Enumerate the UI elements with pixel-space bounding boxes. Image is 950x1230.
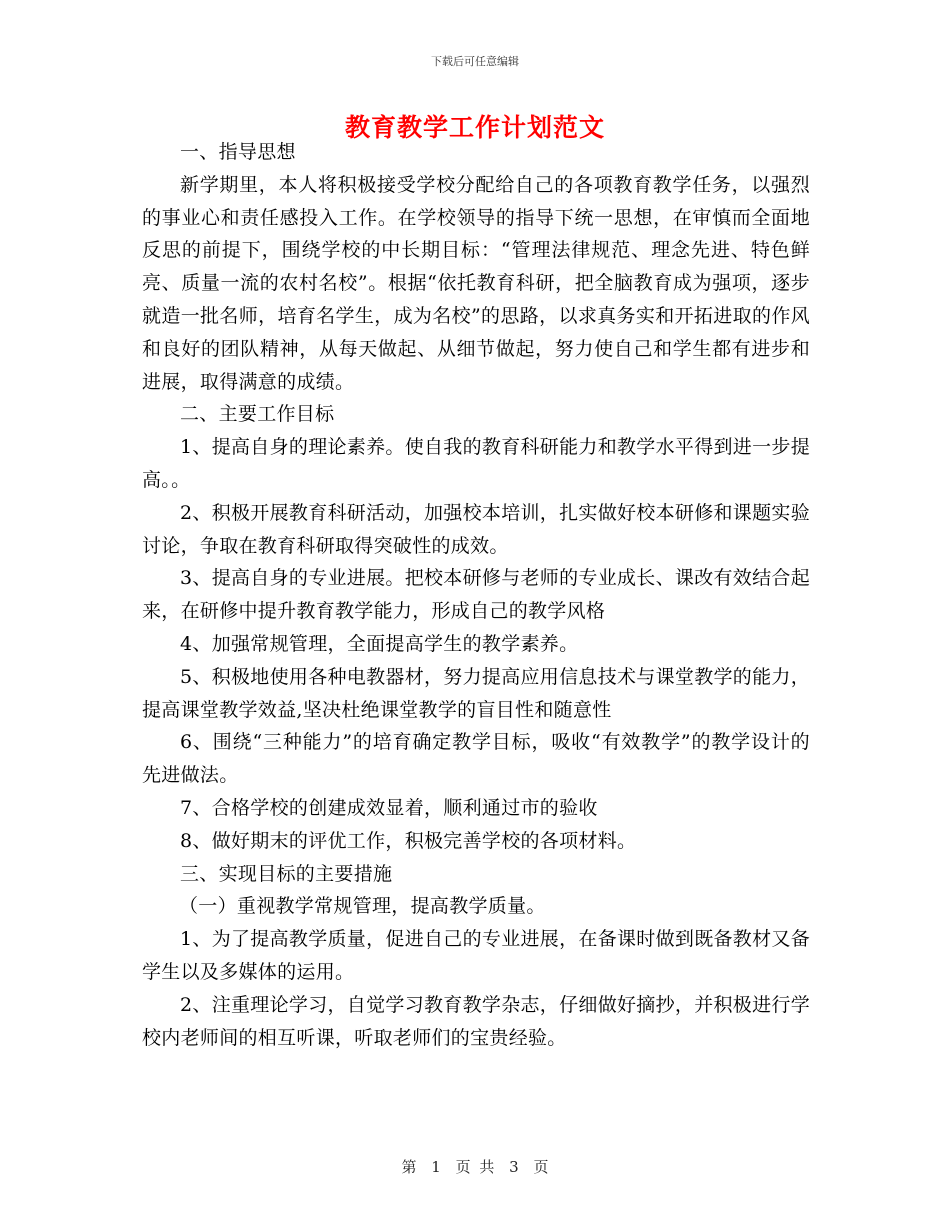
document-title: 教育教学工作计划范文 — [344, 113, 605, 142]
body-paragraph: 新学期里，本人将积极接受学校分配给自己的各项教育教学任务，以强烈的事业心和责任感投入工作。在学校领导的指导下统一思想，在审慎而全面地反思的前提下，围绕学校的中长期目标：“管理法律规范、理念先进、特色鲜亮、质量一流的农村名校”。根据“依托教育科研，把全脑教育成为强项，逐步就造一批名师，培育名学生，成为名校”的思路，以求真务实和开拓进取的作风和良好的团队精神，从每天做起、从细节做起，努力使自己和学生都有进步和进展，取得满意的成绩。 — [142, 173, 810, 393]
body-paragraph: 1、提高自身的理论素养。使自我的教育科研能力和教学水平得到进一步提高。。 — [142, 436, 810, 491]
footer-prefix: 第 — [401, 1158, 417, 1176]
page-header-note: 下载后可任意编辑 — [431, 55, 519, 68]
body-paragraph: 2、积极开展教育科研活动，加强校本培训，扎实做好校本研修和课题实验讨论，争取在教育科研取得突破性的成效。 — [142, 501, 810, 557]
document-body — [142, 136, 810, 1054]
body-paragraph: 2、注重理论学习，自觉学习教育教学杂志，仔细做好摘抄，并积极进行学校内老师间的相互听课，听取老师们的宝贵经验。 — [142, 993, 810, 1049]
footer-suffix: 页 — [533, 1158, 549, 1176]
body-paragraph: 8、做好期末的评优工作，积极完善学校的各项材料。 — [180, 829, 637, 852]
footer-middle: 页 共 — [455, 1158, 495, 1176]
body-paragraph: 6、围绕“三种能力”的培育确定教学目标，吸收“有效教学”的教学设计的先进做法。 — [142, 731, 810, 787]
body-paragraph: 三、实现目标的主要措施 — [180, 862, 393, 885]
body-paragraph: 二、主要工作目标 — [180, 403, 335, 426]
body-paragraph: 1、为了提高教学质量，促进自己的专业进展，在备课时做到既备教材又备学生以及多媒体的运用。 — [142, 928, 810, 983]
page-footer — [0, 1156, 950, 1177]
footer-total-pages: 3 — [509, 1158, 519, 1176]
body-paragraph: 7、合格学校的创建成效显着，顺利通过市的验收 — [180, 796, 598, 819]
body-paragraph: 4、加强常规管理，全面提高学生的教学素养。 — [180, 632, 579, 655]
body-paragraph: 3、提高自身的专业进展。把校本研修与老师的专业成长、课改有效结合起来，在研修中提升教育教学能力，形成自己的教学风格 — [142, 567, 810, 623]
footer-page-number: 1 — [431, 1158, 441, 1176]
body-paragraph: 5、积极地使用各种电教器材，努力提高应用信息技术与课堂教学的能力，提高课堂教学效益,坚决杜绝课堂教学的盲目性和随意性 — [142, 665, 810, 721]
body-paragraph: （一）重视教学常规管理，提高教学质量。 — [179, 895, 546, 918]
body-paragraph: 一、指导思想 — [180, 141, 296, 163]
